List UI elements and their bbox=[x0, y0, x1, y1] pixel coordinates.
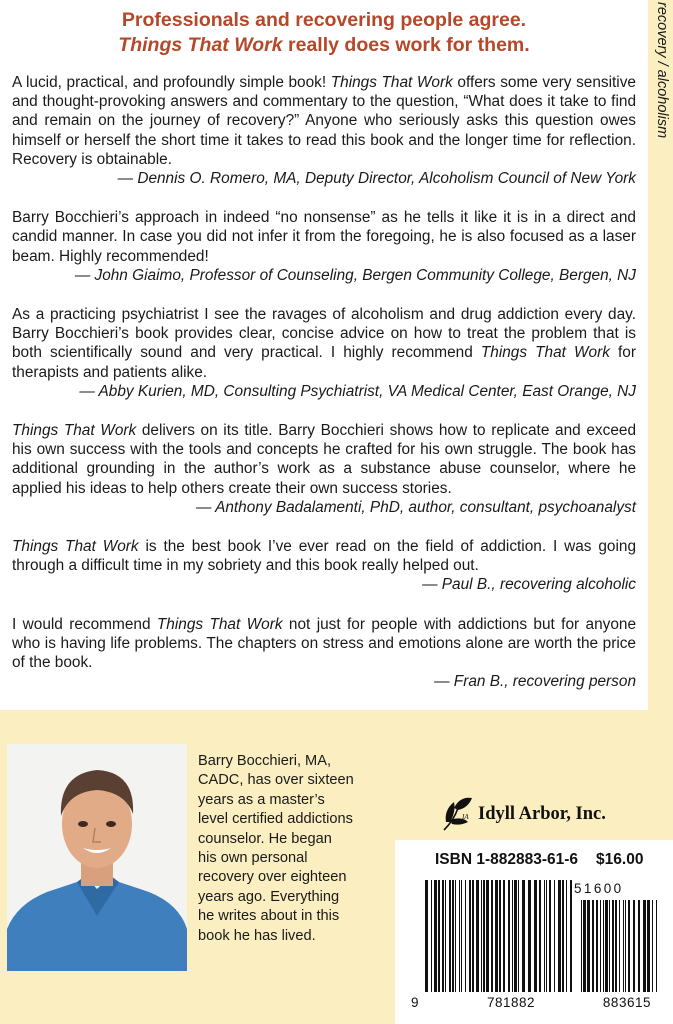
barcode-bar bbox=[605, 900, 608, 992]
testimonial-text: Barry Bocchieri’s approach in indeed “no nonsense” as he tells it like it is in a direct and candid manner. In case you did not infer it from the foregoing, he is also focused as a laser beam. Highly recommended! bbox=[12, 209, 636, 265]
addon-digits: 51600 bbox=[574, 881, 624, 896]
testimonial-text bbox=[12, 537, 636, 575]
quote-text: A lucid, practical, and profoundly simple book! bbox=[12, 74, 331, 91]
headline bbox=[0, 8, 648, 58]
bio-line: level certified addictions bbox=[198, 811, 353, 828]
ean-barcode-bars bbox=[425, 880, 572, 992]
barcode-bar bbox=[425, 880, 428, 992]
barcode-bar bbox=[461, 880, 462, 992]
barcode-bar bbox=[499, 880, 501, 992]
headline-line-2 bbox=[0, 33, 648, 58]
barcode-bar bbox=[558, 880, 561, 992]
publisher-logo-icon bbox=[440, 792, 476, 832]
testimonial-attribution: — Paul B., recovering alcoholic bbox=[422, 576, 636, 594]
barcode-bar bbox=[503, 880, 505, 992]
barcode-bar bbox=[600, 900, 601, 992]
barcode-bar bbox=[643, 900, 646, 992]
barcode-bar bbox=[544, 880, 545, 992]
bio-line: recovery over eighteen bbox=[198, 869, 347, 886]
testimonial-attribution: — Anthony Badalamenti, PhD, author, consultant, psychoanalyst bbox=[195, 498, 636, 516]
bio-line: his own personal bbox=[198, 850, 308, 867]
testimonial-attribution: — Dennis O. Romero, MA, Deputy Director, Alcoholism Council of New York bbox=[117, 170, 636, 188]
author-bio bbox=[198, 752, 390, 946]
testimonial bbox=[12, 421, 636, 517]
ean-digit-group: 781882 bbox=[486, 995, 535, 1010]
barcode-bar bbox=[431, 880, 432, 992]
barcode-bar bbox=[623, 900, 624, 992]
barcode-bar bbox=[583, 900, 586, 992]
barcode-bar bbox=[445, 880, 446, 992]
testimonial-text bbox=[12, 305, 636, 382]
barcode-bar bbox=[570, 880, 572, 992]
barcode-bar bbox=[452, 880, 454, 992]
barcode-bar bbox=[522, 880, 525, 992]
isbn-number: ISBN 1-882883-61-6 bbox=[435, 851, 579, 868]
barcode-bar bbox=[592, 900, 594, 992]
bio-line: he writes about in this bbox=[198, 908, 340, 925]
barcode-bar bbox=[476, 880, 479, 992]
testimonial-text bbox=[12, 615, 636, 673]
barcode-bar bbox=[491, 880, 493, 992]
barcode-bar bbox=[469, 880, 471, 992]
addon-barcode-bars bbox=[581, 900, 657, 992]
testimonial bbox=[12, 305, 636, 401]
publisher bbox=[440, 792, 640, 832]
bio-line: years ago. Everything bbox=[198, 888, 340, 905]
quote-text: is the best book I’ve ever read on the field of addiction. I was going through a difficult time in my sobriety and this book really helped out. bbox=[12, 538, 636, 575]
quote-text: offers some very sensitive and thought-provoking answers and commentary to the question, “What does it take to find and remain on the journey of recovery?” Anyone who seriously asks this question owes himself or herself the short time it takes to read this book and the longer time for reflection. Recovery is obtainable. bbox=[12, 74, 636, 168]
book-title: Things That Work bbox=[156, 615, 283, 633]
barcode-bar bbox=[534, 880, 537, 992]
quote-text: for therapists and patients alike. bbox=[12, 344, 636, 381]
ean-digit-group: 9 bbox=[411, 995, 420, 1010]
testimonial-attribution: — John Giaimo, Professor of Counseling, Bergen Community College, Bergen, NJ bbox=[74, 266, 636, 284]
barcode-bar bbox=[615, 900, 617, 992]
testimonial-text bbox=[12, 421, 636, 498]
barcode-bar bbox=[652, 900, 653, 992]
book-title: Things That Work bbox=[12, 422, 137, 440]
barcode-bar bbox=[625, 900, 626, 992]
barcode-bar bbox=[554, 880, 555, 992]
barcode-box bbox=[395, 840, 673, 1024]
quote-text: delivers on its title. Barry Bocchieri shows how to replicate and exceed his own success with the tools and concepts he crafted for his own struggle. The book has additional grounding in the author’s work as a substance abuse counselor, where he applied his ideas to help others create their own success stories. bbox=[12, 422, 637, 497]
barcode-bar bbox=[609, 900, 610, 992]
barcode-bar bbox=[514, 880, 517, 992]
author-photo bbox=[7, 744, 187, 971]
barcode-bar bbox=[528, 880, 531, 992]
barcode-bar bbox=[546, 880, 547, 992]
testimonial-attribution: — Abby Kurien, MD, Consulting Psychiatrist, VA Medical Center, East Orange, NJ bbox=[79, 382, 636, 400]
testimonial bbox=[12, 73, 636, 188]
barcode-bar bbox=[562, 880, 564, 992]
barcode-bar bbox=[512, 880, 513, 992]
headline-line-1: Professionals and recovering people agree. bbox=[121, 9, 527, 31]
spine-category-label: recovery / alcoholism bbox=[654, 2, 670, 139]
quote-text: I would recommend bbox=[12, 615, 157, 633]
barcode-bar bbox=[465, 880, 466, 992]
headline-line-2-rest: really does work for them. bbox=[282, 34, 530, 56]
testimonial-attribution: — Fran B., recovering person bbox=[434, 673, 636, 691]
barcode-bar bbox=[596, 900, 598, 992]
barcode-bar bbox=[628, 900, 630, 992]
publisher-logo-letters: IA bbox=[462, 813, 469, 821]
barcode-bar bbox=[438, 880, 440, 992]
book-title: Things That Work bbox=[12, 538, 139, 556]
spine-category bbox=[650, 0, 673, 200]
bio-line: Barry Bocchieri, MA, bbox=[198, 753, 331, 769]
barcode-bar bbox=[539, 880, 541, 992]
book-title: Things That Work bbox=[330, 74, 453, 91]
barcode-bar bbox=[508, 880, 510, 992]
barcode-bar bbox=[455, 880, 456, 992]
bio-line: counselor. He began bbox=[198, 830, 332, 847]
barcode-bar bbox=[449, 880, 451, 992]
bio-line: years as a master’s bbox=[198, 791, 325, 808]
barcode-bar bbox=[472, 880, 474, 992]
barcode-bar bbox=[647, 900, 650, 992]
quote-text: not just for people with addictions but for anyone who is having life problems. The chapters on stress and emotions alone are worth the price of the book. bbox=[12, 615, 636, 672]
barcode-bar bbox=[549, 880, 551, 992]
testimonials bbox=[12, 73, 636, 711]
quote-text: As a practicing psychiatrist I see the ravages of alcoholism and drug addiction every day. Barry Bocchieri’s book provides clear, concise advice on how to treat the problem that is both scientifically sound and very practical. I highly recommend bbox=[12, 306, 636, 362]
barcode-bar bbox=[459, 880, 460, 992]
testimonial bbox=[12, 208, 636, 285]
barcode-bar bbox=[638, 900, 640, 992]
testimonial-text bbox=[12, 73, 636, 169]
barcode-bar bbox=[656, 900, 657, 992]
barcode-bar bbox=[619, 900, 620, 992]
barcode-bar bbox=[481, 880, 482, 992]
book-title: Things That Work bbox=[480, 344, 610, 362]
barcode-bar bbox=[483, 880, 485, 992]
ean-digits bbox=[411, 995, 651, 1010]
testimonial bbox=[12, 615, 636, 692]
barcode-bar bbox=[495, 880, 498, 992]
bio-line: book he has lived. bbox=[198, 927, 316, 944]
ean-digit-group: 883615 bbox=[602, 995, 651, 1010]
book-title: Things That Work bbox=[118, 34, 283, 56]
bio-line: CADC, has over sixteen bbox=[198, 772, 354, 789]
testimonial bbox=[12, 537, 636, 595]
barcode-bar bbox=[486, 880, 489, 992]
barcode-bar bbox=[434, 880, 437, 992]
publisher-name: Idyll Arbor, Inc. bbox=[478, 804, 606, 824]
price: $16.00 bbox=[596, 851, 644, 868]
barcode-bar bbox=[581, 900, 582, 992]
barcode-bar bbox=[566, 880, 567, 992]
barcode-bar bbox=[633, 900, 635, 992]
barcode-bar bbox=[612, 900, 614, 992]
barcode-bar bbox=[587, 900, 590, 992]
author-portrait-illustration bbox=[7, 744, 187, 971]
barcode-bar bbox=[442, 880, 444, 992]
barcode-bar bbox=[603, 900, 604, 992]
barcode-bar bbox=[518, 880, 519, 992]
